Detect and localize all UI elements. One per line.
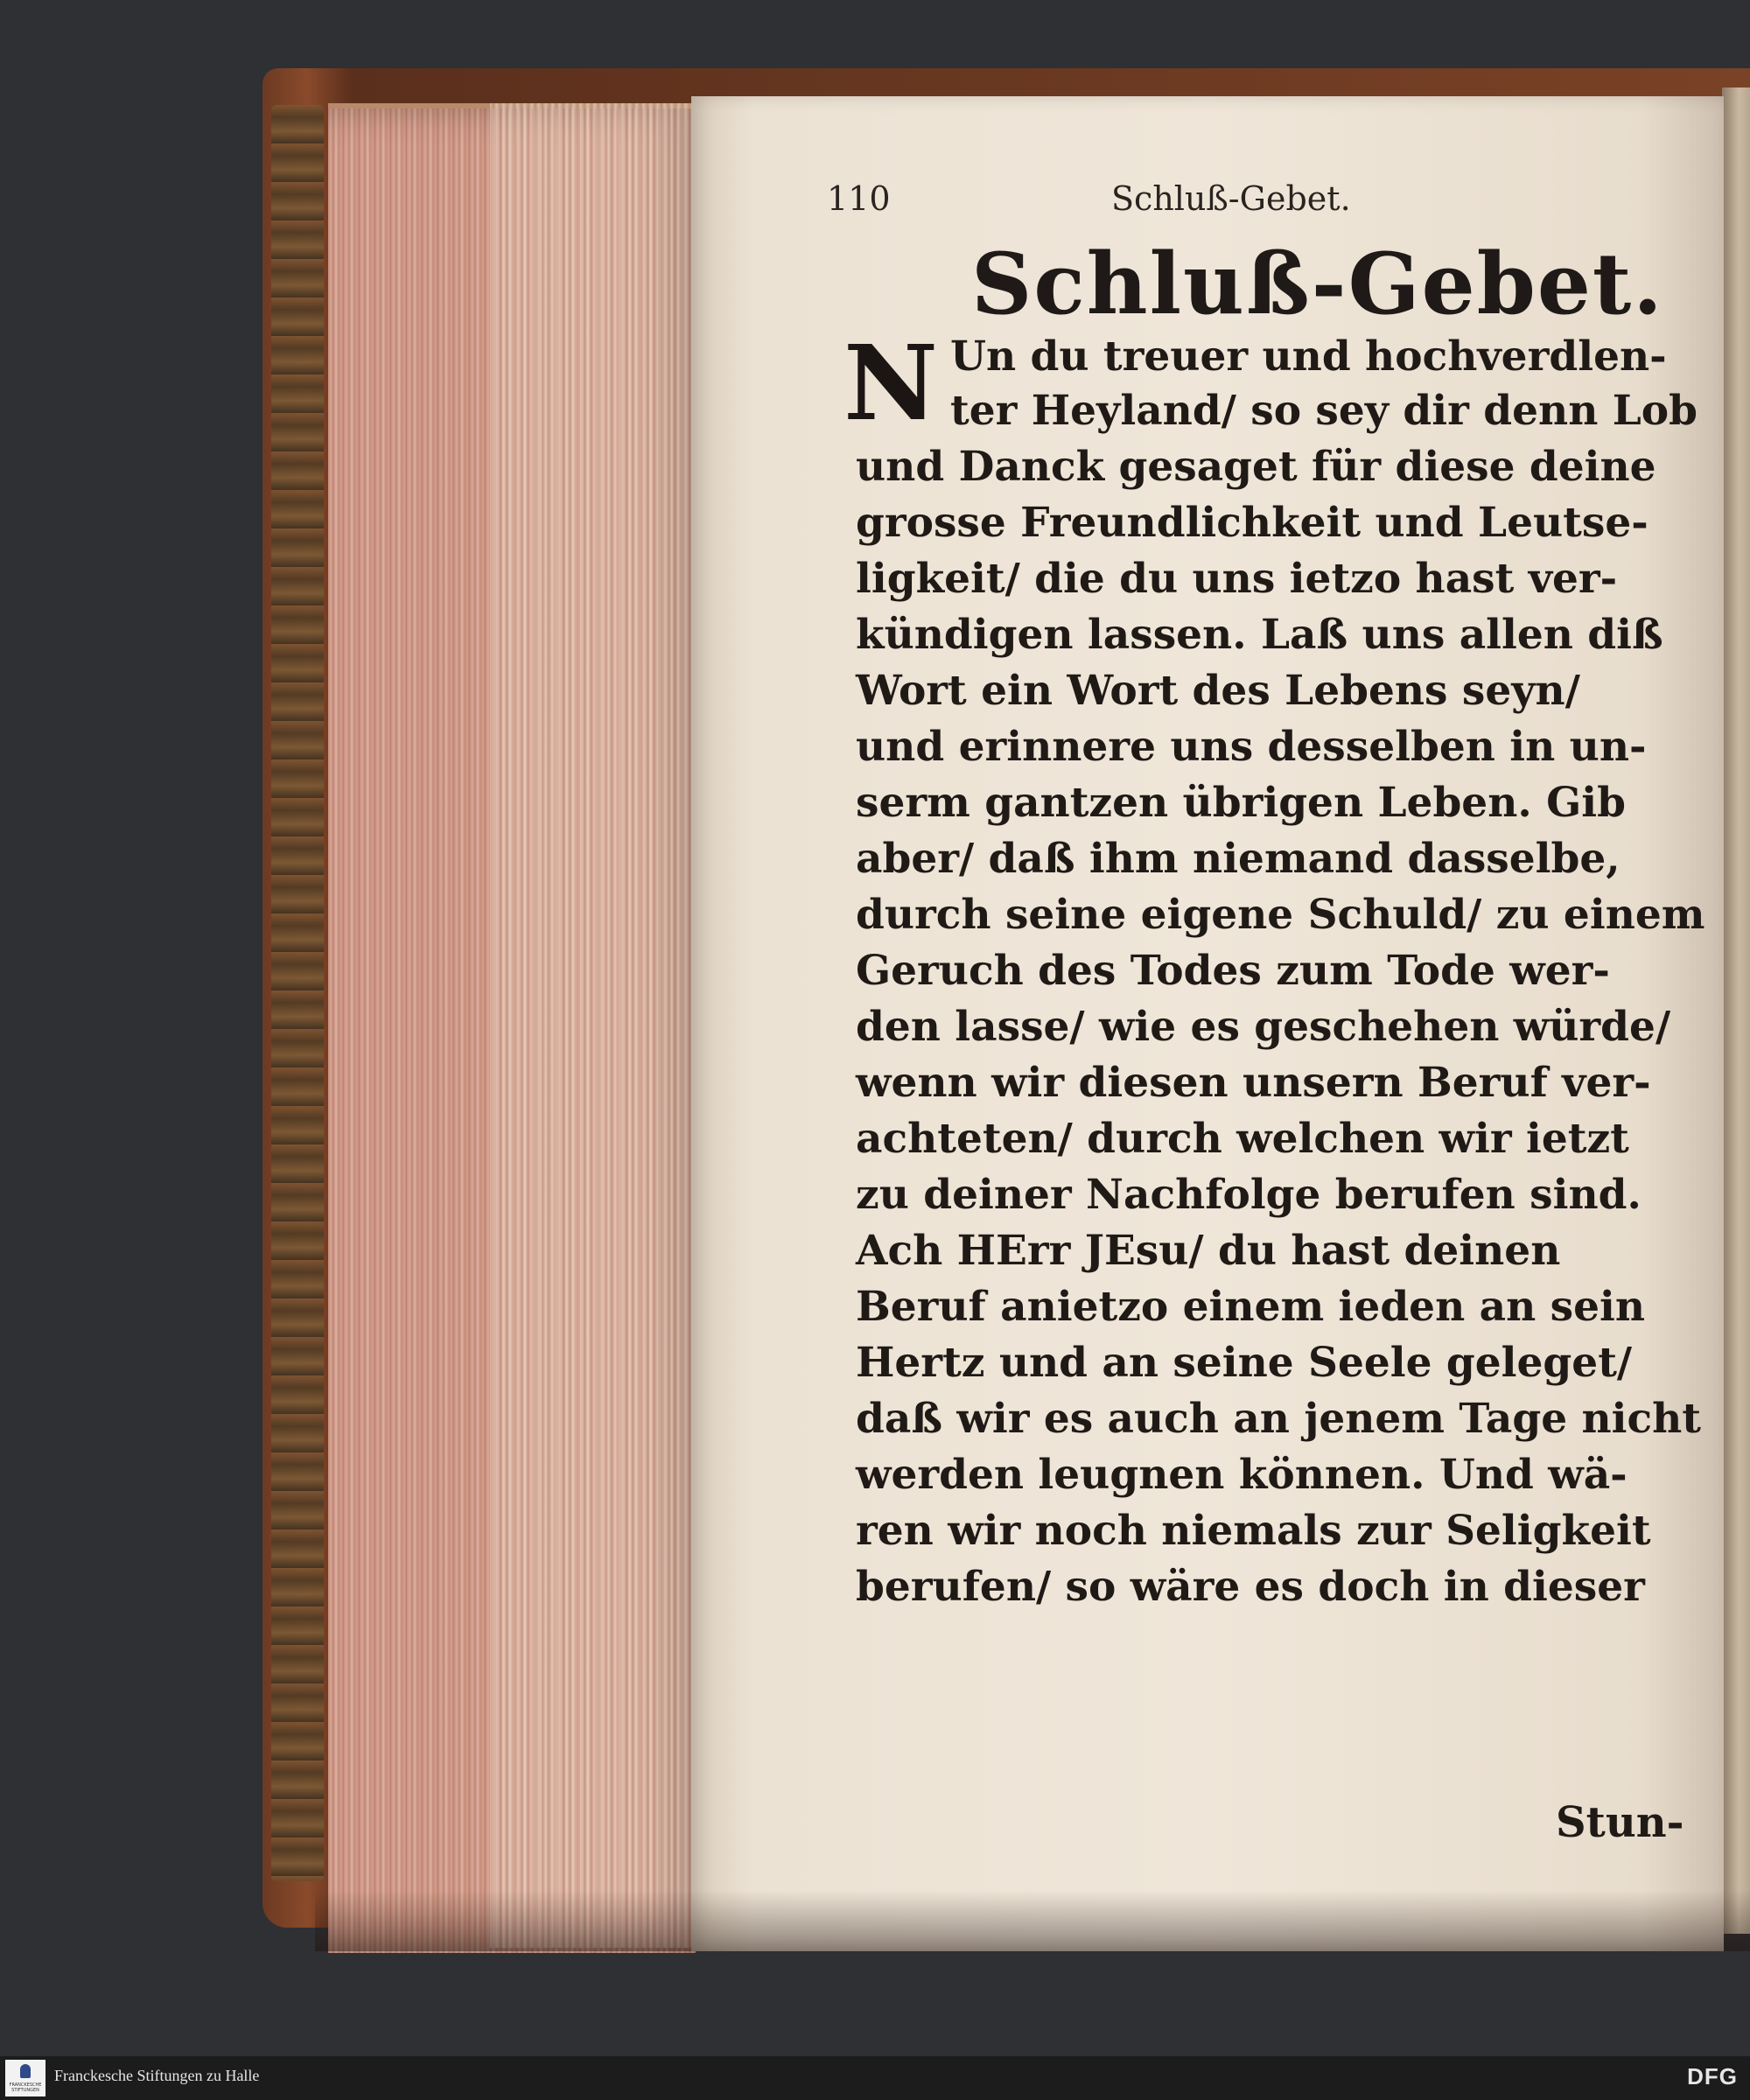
catchword: Stun- [1556,1798,1684,1847]
text-line: ligkeit/ die du uns ietzo hast ver- [856,555,1618,603]
text-line: Wort ein Wort des Lebens seyn/ [856,667,1580,715]
text-line: wenn wir diesen unsern Beruf ver- [856,1059,1651,1107]
text-line: und erinnere uns desselben in un- [856,723,1647,771]
text-line: Beruf anietzo einem ieden an sein [856,1283,1645,1331]
text-line: Un du treuer und hochverdlen- [950,332,1667,381]
running-head [827,179,1457,232]
footer-bar [0,2056,1750,2100]
drop-capital: N [844,322,938,444]
text-line: serm gantzen übrigen Leben. Gib [856,779,1626,827]
institution-name: Franckesche Stiftungen zu Halle [54,2067,260,2084]
text-line: achteten/ durch welchen wir ietzt [856,1115,1629,1163]
text-line: Geruch des Todes zum Tode wer- [856,947,1610,995]
logo-emblem-icon [20,2064,31,2078]
text-line: den lasse/ wie es geschehen würde/ [856,1003,1671,1051]
text-line: ren wir noch niemals zur Seligkeit [856,1507,1651,1555]
text-line: werden leugnen können. Und wä- [856,1451,1628,1499]
facing-page-edge [1722,88,1750,1934]
text-line: berufen/ so wäre es doch in dieser [856,1563,1645,1611]
page-bottom-shadow [315,1890,1750,1951]
section-heading: Schluß-Gebet. [971,234,1664,333]
running-title: Schluß-Gebet. [1111,179,1351,218]
text-line: daß wir es auch an jenem Tage nicht [856,1395,1701,1443]
funder-logo: DFG [1687,2063,1738,2090]
text-line: grosse Freundlichkeit und Leutse- [856,499,1648,547]
book-spine-edge [271,105,324,1881]
page-edge-highlight [490,103,696,1948]
text-line: aber/ daß ihm niemand dasselbe, [856,835,1620,883]
text-line: zu deiner Nachfolge berufen sind. [856,1171,1642,1219]
text-line: und Danck gesaget für diese deine [856,443,1656,491]
text-line: ter Heyland/ so sey dir denn Lob [950,387,1698,435]
logo-caption: FRANCKESCHE STIFTUNGEN [9,2082,42,2093]
page-number: 110 [827,179,891,218]
institution-logo [5,2060,46,2096]
text-line: kündigen lassen. Laß uns allen diß [856,611,1663,659]
text-line: durch seine eigene Schuld/ zu einem [856,891,1705,939]
text-line: Hertz und an seine Seele geleget/ [856,1339,1633,1387]
text-line: Ach HErr JEsu/ du hast deinen [856,1227,1561,1275]
